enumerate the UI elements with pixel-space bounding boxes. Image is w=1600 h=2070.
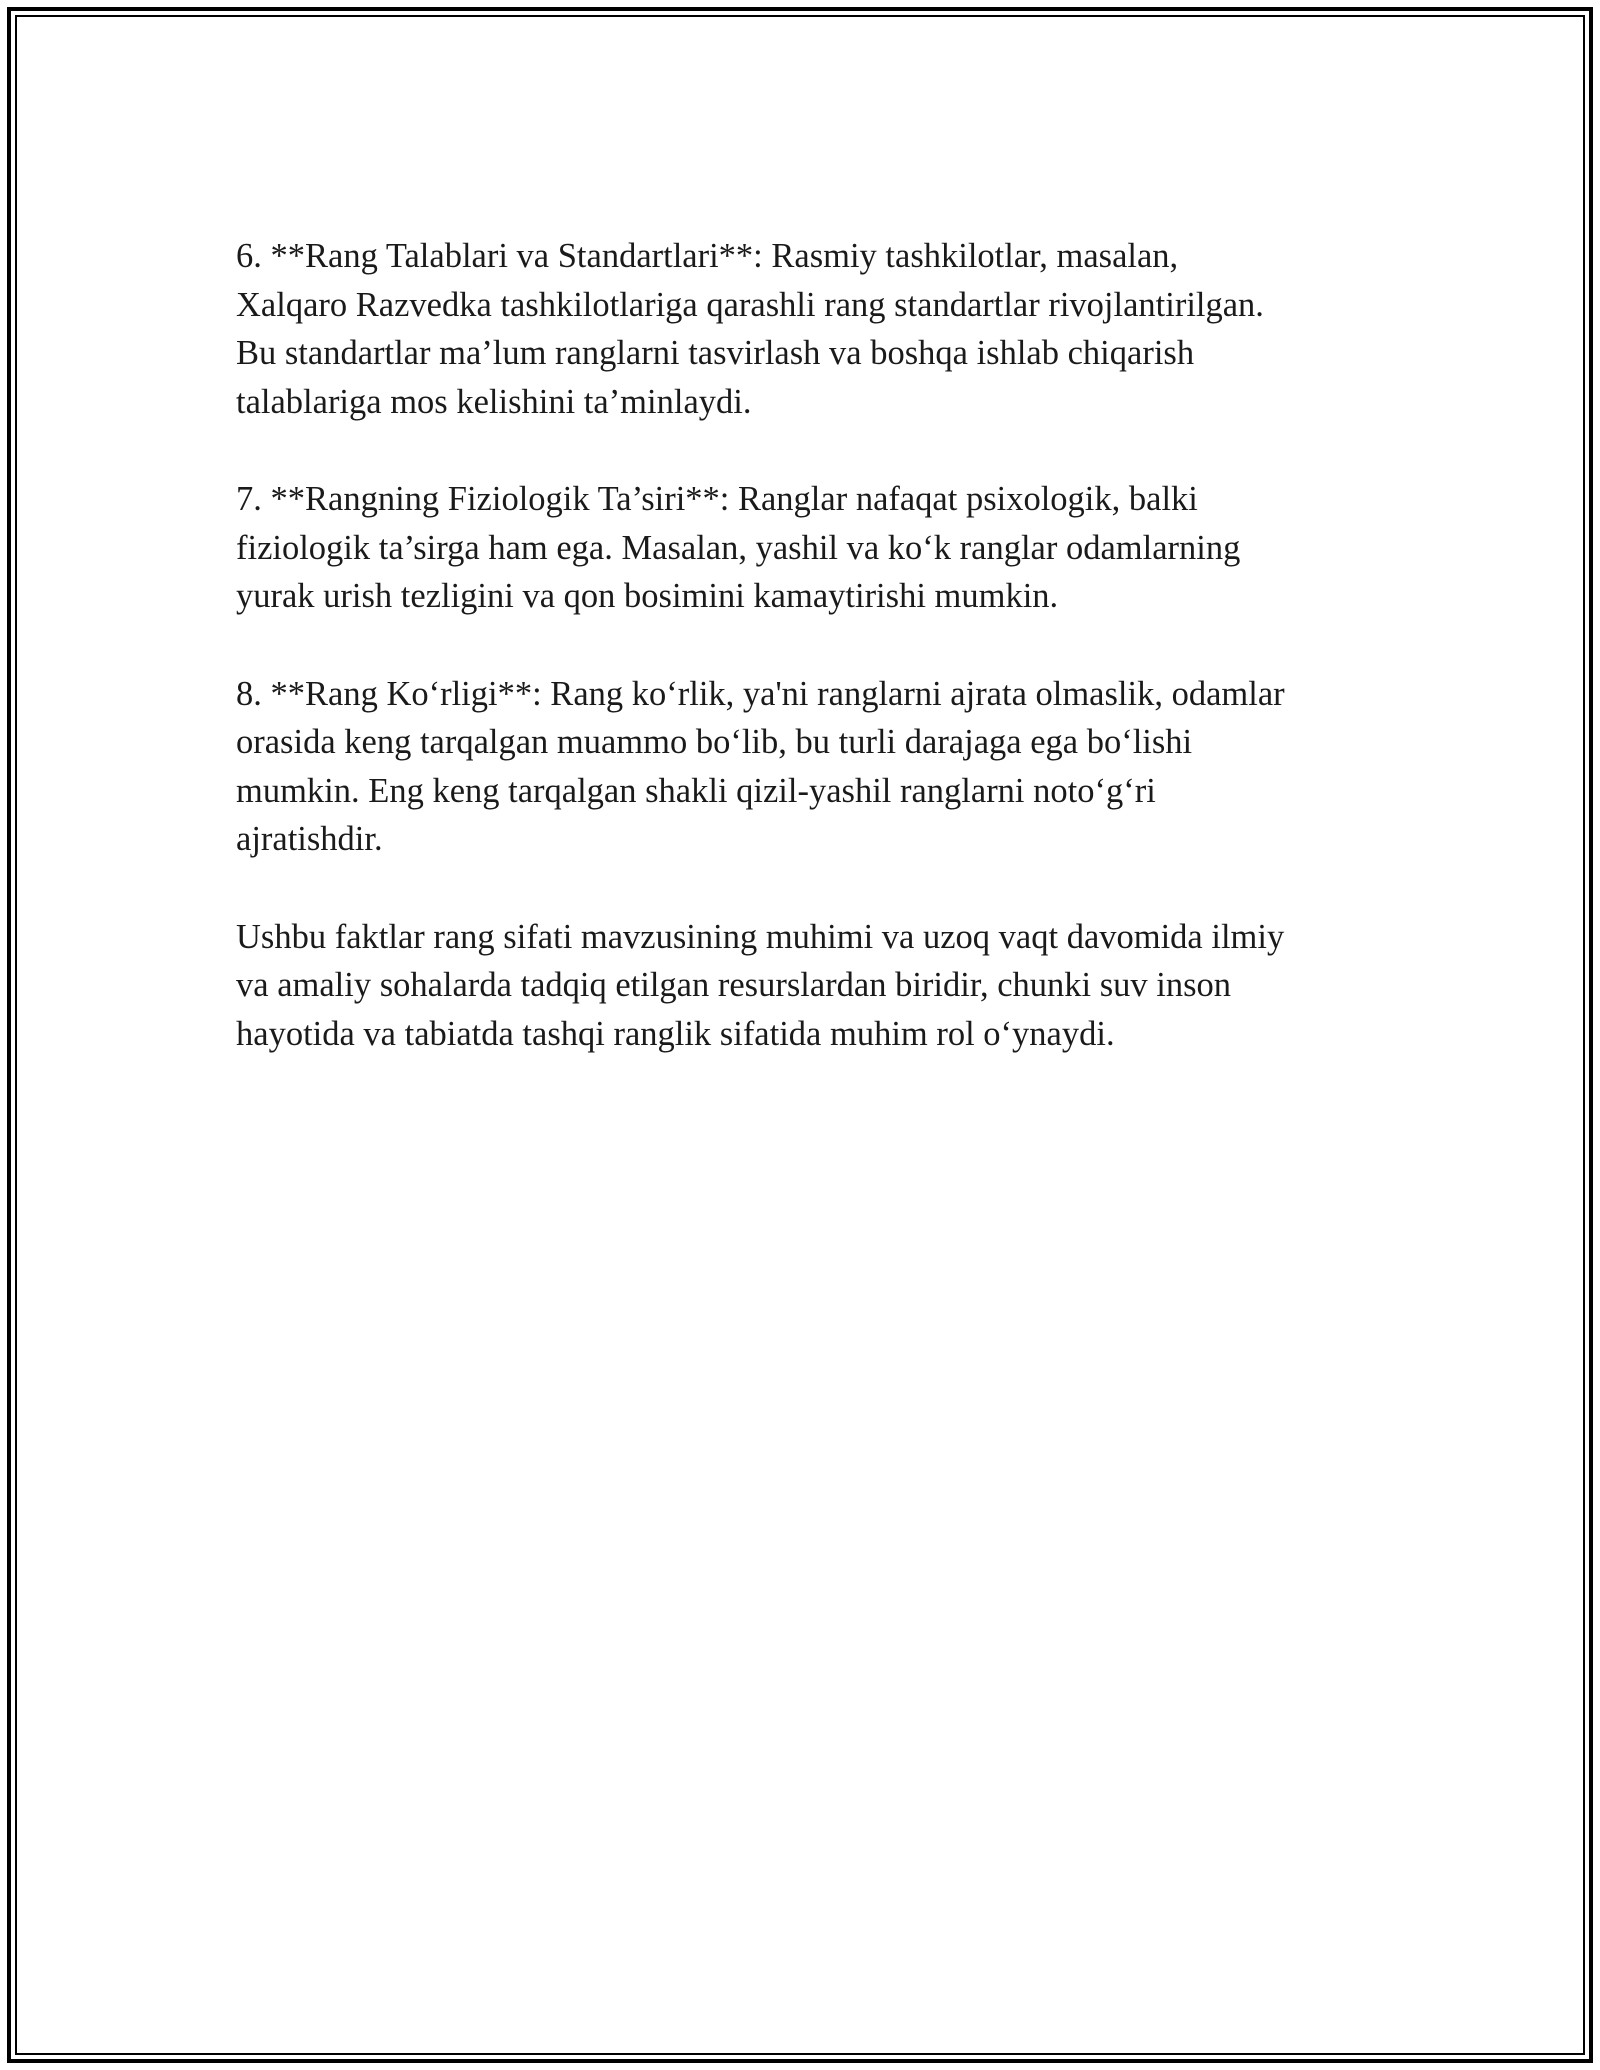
paragraph-color-blindness: 8. **Rang Ko‘rligi**: Rang ko‘rlik, ya'ni ranglarni ajrata olmaslik, odamlar orasida keng tarqalgan muammo bo‘lib, bu turli darajaga ega bo‘lishi mumkin. Eng keng tarqalgan shakli qizil-yashil ranglarni noto‘g‘ri ajratishdir. — [236, 674, 1285, 858]
paragraph-color-standards: 6. **Rang Talablari va Standartlari**: Rasmiy tashkilotlar, masalan, Xalqaro Razvedka tashkilotlariga qarashli rang standartlar rivojlantirilgan. Bu standartlar ma’lum ranglarni tasvirlash va boshqa ishlab chiqarish talablariga mos kelishini ta’minlaydi. — [236, 237, 1264, 421]
paragraph-physiological-effect: 7. **Rangning Fiziologik Ta’siri**: Ranglar nafaqat psixologik, balki fiziologik ta’sirga ham ega. Masalan, yashil va ko‘k ranglar odamlarning yurak urish tezligini va qon bosimini kamaytirishi mumkin. — [236, 480, 1241, 615]
paragraph-conclusion: Ushbu faktlar rang sifati mavzusining muhimi va uzoq vaqt davomida ilmiy va amaliy sohalarda tadqiq etilgan resurslardan biridir, chunki suv inson hayotida va tabiatda tashqi ranglik sifatida muhim rol o‘ynaydi. — [236, 917, 1285, 1053]
document-body — [236, 232, 1396, 1107]
